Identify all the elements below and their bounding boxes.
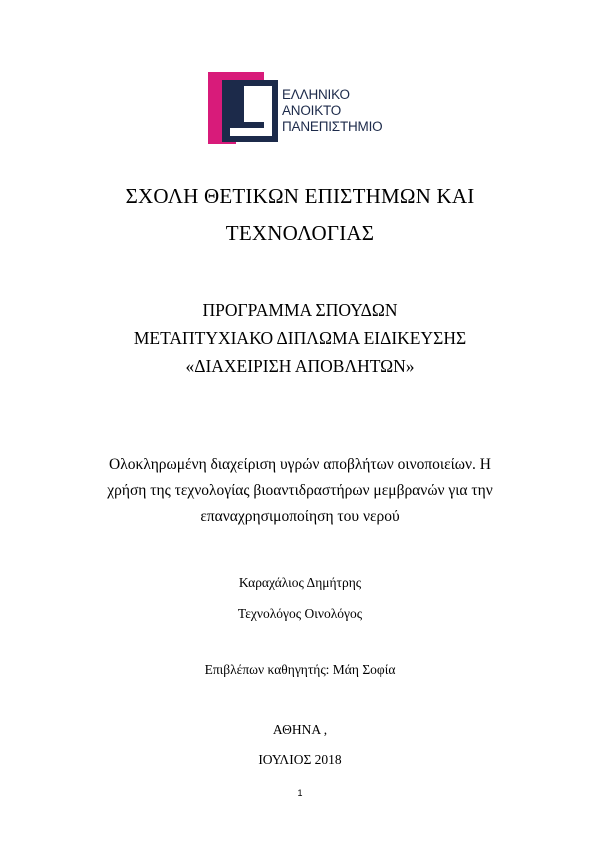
thesis-title-line: Ολοκληρωμένη διαχείριση υγρών αποβλήτων οινοποιείων. Η (109, 456, 491, 473)
program-title-line: ΜΕΤΑΠΤΥΧΙΑΚΟ ΔΙΠΛΩΜΑ ΕΙΔΙΚΕΥΣΗΣ (133, 328, 467, 348)
thesis-title-line: χρήση της τεχνολογίας βιοαντιδραστήρων μεμβρανών για την (107, 482, 493, 499)
program-title-line: ΠΡΟΓΡΑΜΜΑ ΣΠΟΥΔΩΝ (202, 300, 398, 320)
school-title (0, 178, 600, 252)
thesis-title-line: επαναχρησιμοποίηση του νερού (200, 508, 400, 525)
logo-line: ΕΛΛΗΝΙΚΟ (282, 87, 350, 102)
school-title-line: ΤΕΧΝΟΛΟΓΙΑΣ (225, 221, 375, 245)
supervisor-line: Επιβλέπων καθηγητής: Μάη Σοφία (204, 662, 396, 677)
logo-line: ΑΝΟΙΚΤΟ (282, 103, 342, 118)
program-title-line: «ΔΙΑΧΕΙΡΙΣΗ ΑΠΟΒΛΗΤΩΝ» (185, 356, 415, 376)
thesis-title (0, 452, 600, 530)
program-title (0, 296, 600, 380)
city: ΑΘΗΝΑ , (272, 722, 328, 737)
author-role: Τεχνολόγος Οινολόγος (237, 606, 363, 621)
logo-text (282, 87, 382, 135)
school-title-line: ΣΧΟΛΗ ΘΕΤΙΚΩΝ ΕΠΙΣΤΗΜΩΝ ΚΑΙ (125, 184, 475, 208)
page-number: 1 (297, 788, 303, 798)
date: ΙΟΥΛΙΟΣ 2018 (258, 752, 342, 767)
eap-logo-icon (208, 72, 278, 144)
logo-line: ΠΑΝΕΠΙΣΤΗΜΙΟ (282, 119, 383, 134)
university-logo (208, 72, 408, 144)
author-name: Καραχάλιος Δημήτρης (238, 575, 362, 590)
